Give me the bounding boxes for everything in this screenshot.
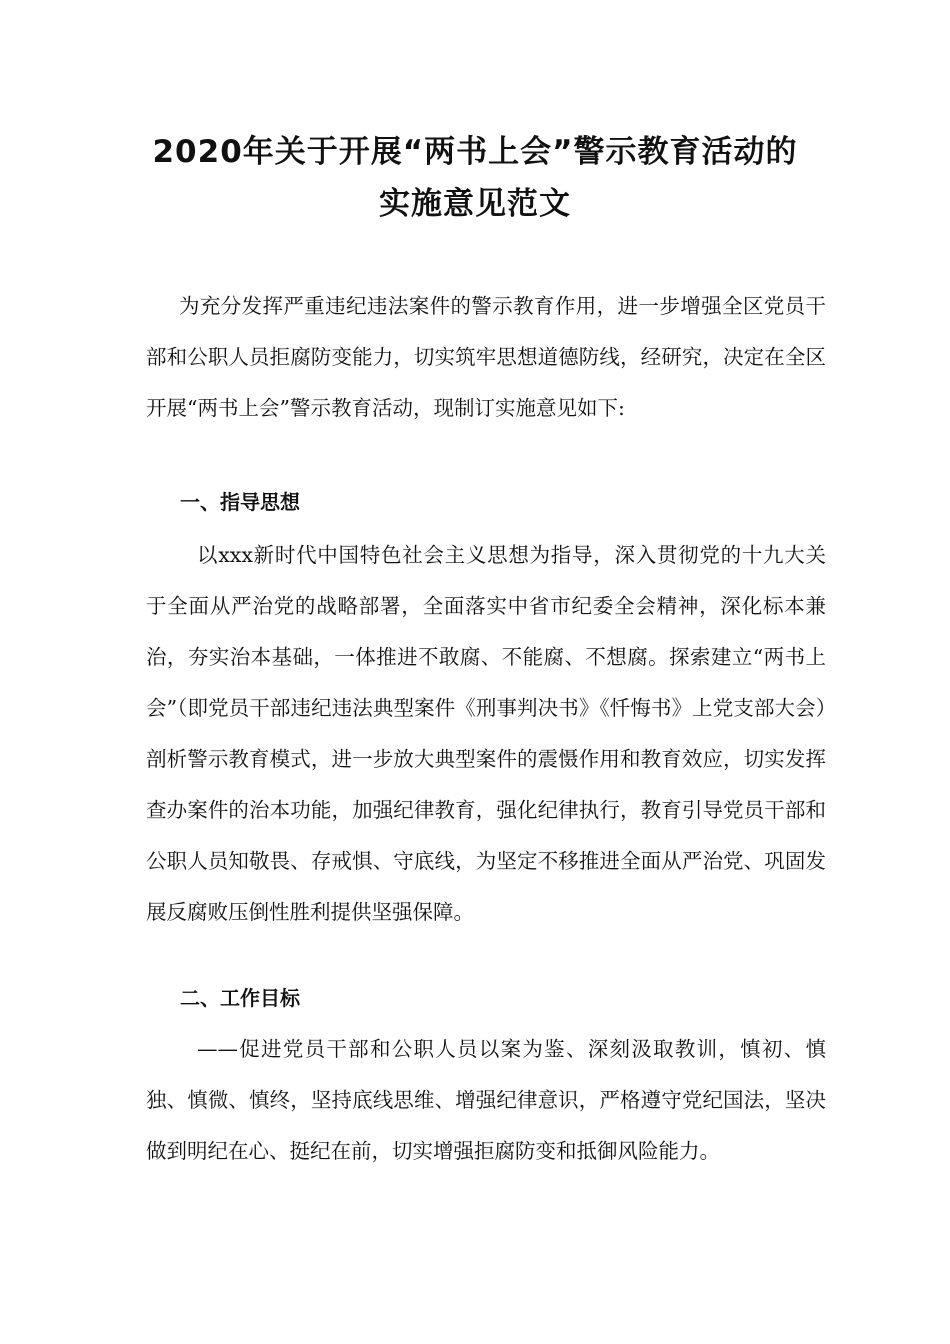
document-title-line-1: 2020年关于开展“两书上会”警示教育活动的 [152,134,798,170]
section-heading-work-goals: 二、工作目标 [180,986,300,1010]
guiding-thought-paragraph: 以xxx新时代中国特色社会主义思想为指导，深入贯彻党的十九大关于全面从严治党的战略部署，全面落实中省市纪委全会精神，深化标本兼治，夯实治本基础，一体推进不敢腐、不能腐、不想腐。探索建立“两书上会”（即党员干部违纪违法典型案件《刑事判决书》《忏悔书》上党支部大会）剖析警示教育模式，进一步放大典型案件的震慑作用和教育效应，切实发挥查办案件的治本功能，加强纪律教育，强化纪律执行，教育引导党员干部和公职人员知敬畏、存戒惧、守底线，为坚定不移推进全面从严治党、巩固发展反腐败压倒性胜利提供坚强保障。 [146,543,826,924]
document-title-line-2: 实施意见范文 [379,186,571,222]
section-heading-guiding-thought: 一、指导思想 [180,490,300,514]
work-goals-paragraph: ——促进党员干部和公职人员以案为鉴、深刻汲取教训，慎初、慎独、慎微、慎终，坚持底线思维、增强纪律意识，严格遵守党纪国法，坚决做到明纪在心、挺纪在前，切实增强拒腐防变和抵御风险能力。 [146,1037,826,1163]
intro-paragraph: 为充分发挥严重违纪违法案件的警示教育作用，进一步增强全区党员干部和公职人员拒腐防变能力，切实筑牢思想道德防线，经研究，决定在全区开展“两书上会”警示教育活动，现制订实施意见如下: [146,294,826,420]
